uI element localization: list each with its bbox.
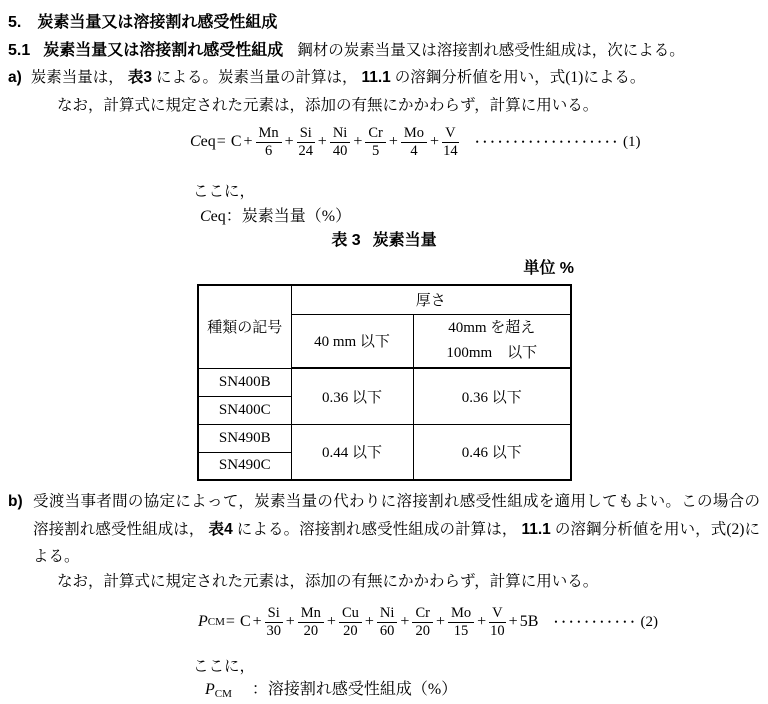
section-5-heading [8,9,277,32]
table-row [198,285,571,314]
formula-2-symbol: P [198,613,208,630]
fraction-v-14: $\frac{V}{14}$ [443,124,458,159]
fraction-cr-5: $\frac{Cr}{5}$ [365,125,386,159]
fraction-mo-4: $\frac{Mo}{4}$ [401,125,427,159]
section-5-1-line [8,37,685,60]
value-cell: 0.36 以下 [413,368,571,424]
grade-cell: SN400C [198,396,291,424]
plus-sign: + [508,613,518,630]
equals-sign: = [216,133,226,150]
table-3-caption-number: 表 3 [331,232,361,249]
table-3-carbon-equivalent [197,284,572,481]
grade-cell: SN490B [198,424,291,452]
fraction-cu-20: $\frac{Cu}{20}$ [339,605,362,639]
fraction-ni-60: $\frac{Ni}{60}$ [377,605,398,639]
fraction-mo-15: $\frac{Mo}{15}$ [448,605,474,639]
item-a-label: a) [8,69,22,86]
where-2-description: ：溶接割れ感受性組成（%） [251,681,458,698]
table-3-header-thickness-group: 厚さ [291,285,571,314]
table-row [198,424,571,452]
item-a-line [8,65,645,87]
dot-leader: ••••••••••• [554,617,639,627]
item-b-paragraph [8,488,760,571]
table-3-header-thickness-2-line2: 100mm 以下 [446,344,538,361]
grade-cell: SN400B [198,368,291,396]
item-b-text-3: の溶鋼分析値を用い，式(2)による。 [33,520,760,565]
item-a-text-2: による。炭素当量の計算は， [155,69,358,86]
unit-label: 単位 % [523,260,574,277]
section-5-title: 炭素当量又は溶接割れ感受性組成 [37,14,278,31]
item-a-clause-ref: 11.1 [361,69,391,86]
formula-2-term-c: C [239,613,251,630]
section-5-number: 5. [8,14,22,31]
formula-1-symbol-suffix: eq [200,133,216,150]
item-b-clause-ref: 11.1 [521,520,551,538]
formula-1 [190,120,640,164]
plus-sign: + [317,133,327,150]
plus-sign: + [353,133,363,150]
plus-sign: + [243,133,253,150]
fraction-si-24: $\frac{Si}{24}$ [298,124,313,159]
fraction-v-10: $\frac{V}{10}$ [490,604,505,639]
where-2-intro: ここに， [193,658,256,675]
item-b-note: なお，計算式に規定された元素は，添加の有無にかかわらず，計算に用いる。 [57,573,599,590]
item-b-text [8,488,760,571]
plus-sign: + [326,613,336,630]
plus-sign: + [252,613,262,630]
plus-sign: + [284,133,294,150]
fraction-si-30: $\frac{Si}{30}$ [266,604,281,639]
plus-sign: + [430,133,440,150]
formula-2-number: (2) [640,613,659,630]
table-3-header-thickness-1: 40 mm 以下 [291,314,413,368]
where-2-symbol-subscript: CM [214,688,232,700]
formula-1-symbol: C [190,133,201,150]
item-b-text-2: による。溶接割れ感受性組成の計算は， [236,520,518,538]
dot-leader: ••••••••••••••••••• [475,137,621,147]
where-2-symbol: P [205,681,215,698]
plus-sign: + [388,133,398,150]
table-3-caption-title: 炭素当量 [372,232,437,249]
formula-1-term-c: C [230,133,242,150]
item-b-text-1: 受渡当事者間の協定によって，炭素当量の代わりに溶接割れ感受性組成を適用してもよい。この場合の溶接割れ感受性組成は， [33,493,760,538]
fraction-cr-20: $\frac{Cr}{20}$ [412,605,433,639]
section-5-1-body: 鋼材の炭素当量又は溶接割れ感受性組成は，次による。 [297,42,685,59]
table-3-header-thickness-2-line1: 40mm を超え [448,319,536,336]
plus-sign: + [477,613,487,630]
value-cell: 0.46 以下 [413,424,571,480]
formula-2-symbol-subscript: CM [207,616,225,628]
formula-1-number: (1) [622,133,641,150]
plus-sign: + [285,613,295,630]
where-2-definition [205,676,457,700]
table-3-header-grade: 種類の記号 [198,285,291,368]
where-1-intro: ここに， [193,183,256,200]
table-3-caption [0,227,768,250]
item-b-label: b) [8,493,23,510]
item-a-text-1: 炭素当量は， [30,69,124,86]
section-5-1-number: 5.1 [8,42,31,59]
value-cell: 0.44 以下 [291,424,413,480]
item-b-table-ref: 表4 [208,520,233,538]
plus-sign: + [435,613,445,630]
item-a-note: なお，計算式に規定された元素は，添加の有無にかかわらず，計算に用いる。 [57,97,599,114]
value-cell: 0.36 以下 [291,368,413,424]
table-3-header-thickness-2 [413,314,571,368]
table-row [198,368,571,396]
grade-cell: SN490C [198,452,291,480]
item-a-table-ref: 表3 [127,69,152,86]
section-5-1-title: 炭素当量又は溶接割れ感受性組成 [43,42,284,59]
plus-sign: + [364,613,374,630]
where-1-symbol: C [200,208,211,225]
where-1-description: ：炭素当量（%） [225,208,352,225]
equals-sign: = [225,613,235,630]
formula-2 [198,600,658,644]
fraction-mn-20: $\frac{Mn}{20}$ [298,605,324,639]
plus-sign: + [400,613,410,630]
where-1-symbol-suffix: eq [210,208,226,225]
formula-2-term-5b: 5B [519,613,539,630]
item-a-text-3: の溶鋼分析値を用い，式(1)による。 [394,69,646,86]
where-1-definition [200,203,351,226]
fraction-ni-40: $\frac{Ni}{40}$ [330,125,351,159]
fraction-mn-6: $\frac{Mn}{6}$ [256,125,282,159]
